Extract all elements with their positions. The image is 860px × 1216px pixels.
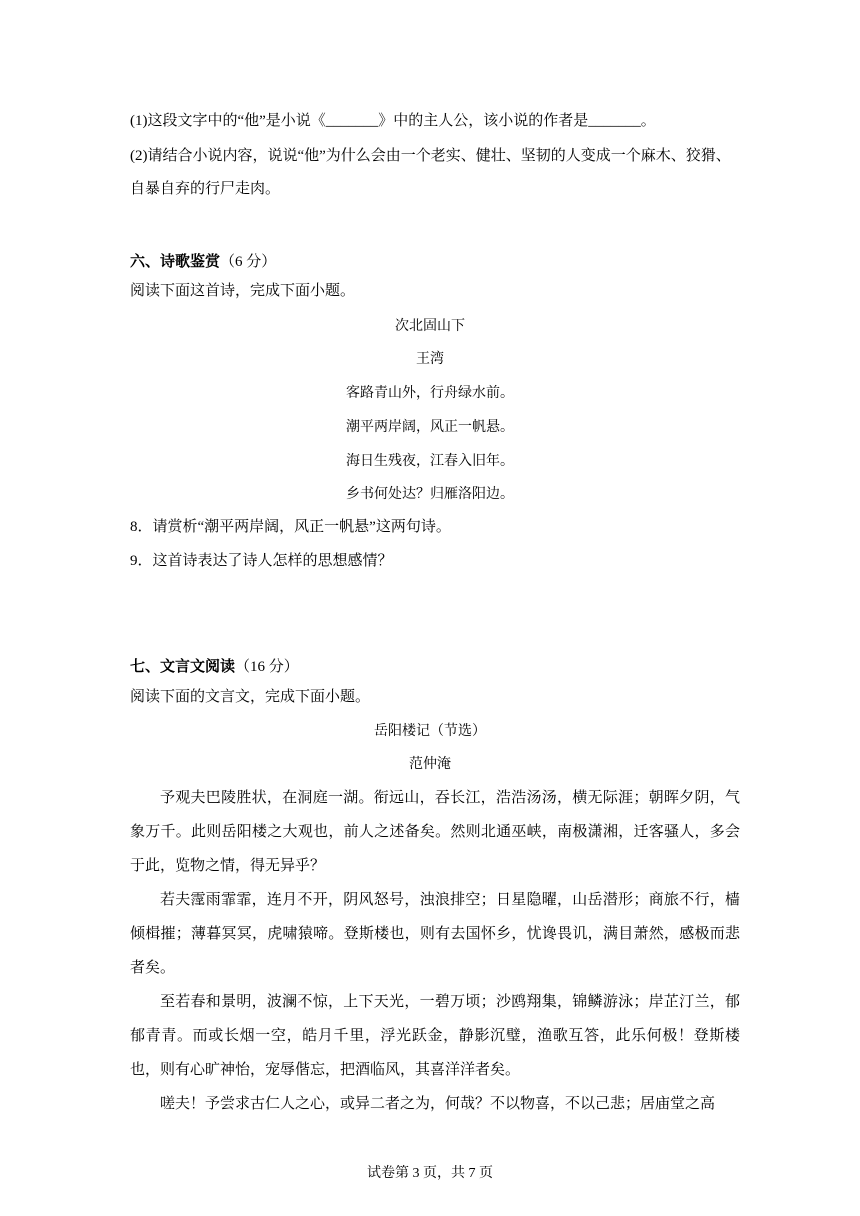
section-7-score: （16 分） xyxy=(235,659,299,675)
question-2-line-1: (2)请结合小说内容，说说“他”为什么会由一个老实、健壮、坚韧的人变成一个麻木、狡猾、 xyxy=(130,148,731,164)
poem-line: 海日生残夜，江春入旧年。 xyxy=(346,453,514,469)
section-7-title: 七、文言文阅读 xyxy=(130,659,236,675)
section-6-instruction: 阅读下面这首诗，完成下面小题。 xyxy=(130,283,356,299)
section-7-heading xyxy=(130,656,299,678)
page-footer: 试卷第 3 页，共 7 页 xyxy=(367,1166,493,1181)
poem-author: 王湾 xyxy=(416,351,444,367)
text-author: 范仲淹 xyxy=(409,756,451,772)
text-paragraph: 若夫霪雨霏霏，连月不开，阴风怒号，浊浪排空；日星隐曜，山岳潜形；商旅不行，樯倾楫摧；薄暮冥冥，虎啸猿啼。登斯楼也，则有去国怀乡，忧谗畏讥，满目萧然，感极而悲者矣。 xyxy=(130,890,740,976)
text-paragraph: 嗟夫！予尝求古仁人之心，或异二者之为，何哉？不以物喜，不以己悲；居庙堂之高 xyxy=(160,1094,716,1112)
section-6-heading xyxy=(130,251,276,273)
poem-line: 客路青山外，行舟绿水前。 xyxy=(346,385,514,401)
poem-line: 乡书何处达？归雁洛阳边。 xyxy=(346,486,514,502)
section-7-instruction: 阅读下面的文言文，完成下面小题。 xyxy=(130,689,371,705)
question-9: 9．这首诗表达了诗人怎样的思想感情？ xyxy=(130,553,393,569)
question-2-line-2: 自暴自弃的行尸走肉。 xyxy=(130,181,281,197)
question-1: (1)这段文字中的“他”是小说《_______》中的主人公，该小说的作者是_______。 xyxy=(130,113,656,129)
text-paragraph: 至若春和景明，波澜不惊，上下天光，一碧万顷；沙鸥翔集，锦鳞游泳；岸芷汀兰，郁郁青青。而或长烟一空，皓月千里，浮光跃金，静影沉璧，渔歌互答，此乐何极！登斯楼也，则有心旷神怡，宠辱偕忘，把酒临风，其喜洋洋者矣。 xyxy=(130,992,740,1078)
section-6-title: 六、诗歌鉴赏 xyxy=(130,254,221,270)
text-paragraph: 予观夫巴陵胜状，在洞庭一湖。衔远山，吞长江，浩浩汤汤，横无际涯；朝晖夕阴，气象万千。此则岳阳楼之大观也，前人之述备矣。然则北通巫峡，南极潇湘，迁客骚人，多会于此，览物之情，得无异乎？ xyxy=(130,788,740,874)
poem-line: 潮平两岸阔，风正一帆悬。 xyxy=(346,419,514,435)
poem-title: 次北固山下 xyxy=(395,318,465,334)
text-title: 岳阳楼记（节选） xyxy=(374,723,486,739)
classical-text-body xyxy=(130,780,740,1120)
section-6-score: （6 分） xyxy=(220,254,277,270)
question-8: 8．请赏析“潮平两岸阔，风正一帆悬”这两句诗。 xyxy=(130,519,451,535)
